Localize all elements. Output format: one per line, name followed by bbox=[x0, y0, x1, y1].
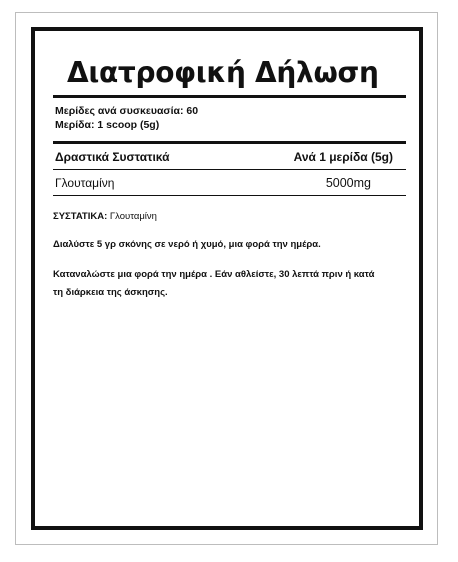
ingredients-line bbox=[53, 208, 409, 226]
active-ingredients-header: Δραστικά Συστατικά bbox=[55, 150, 170, 164]
ingredients-value: Γλουταμίνη bbox=[107, 211, 157, 222]
ingredient-amount: 5000mg bbox=[325, 176, 371, 190]
servings-info bbox=[55, 104, 198, 132]
table-bottom-divider bbox=[53, 195, 406, 196]
nutrition-label bbox=[31, 27, 423, 530]
ingredient-name: Γλουταμίνη bbox=[55, 176, 115, 190]
directions-text: Διαλύστε 5 γρ σκόνης σε νερό ή χυμό, μια φορά την ημέρα. bbox=[53, 239, 321, 250]
usage-line-1: Καταναλώστε μια φορά την ημέρα . Εάν αθλείστε, 30 λεπτά πριν ή κατά bbox=[53, 269, 375, 280]
usage-text bbox=[53, 266, 409, 302]
serving-size: Μερίδα: 1 scoop (5g) bbox=[55, 119, 160, 131]
ingredients-label: ΣΥΣΤΑΤΙΚΑ: bbox=[53, 211, 108, 222]
label-title: Διατροφική Δήλωση bbox=[67, 56, 379, 89]
header-divider bbox=[53, 169, 406, 170]
title-divider bbox=[53, 95, 406, 98]
servings-per-container: Μερίδες ανά συσκευασία: 60 bbox=[55, 105, 199, 117]
per-serving-header: Ανά 1 μερίδα (5g) bbox=[293, 150, 393, 164]
servings-divider bbox=[53, 141, 406, 144]
usage-line-2: τη διάρκεια της άσκησης. bbox=[53, 287, 168, 298]
